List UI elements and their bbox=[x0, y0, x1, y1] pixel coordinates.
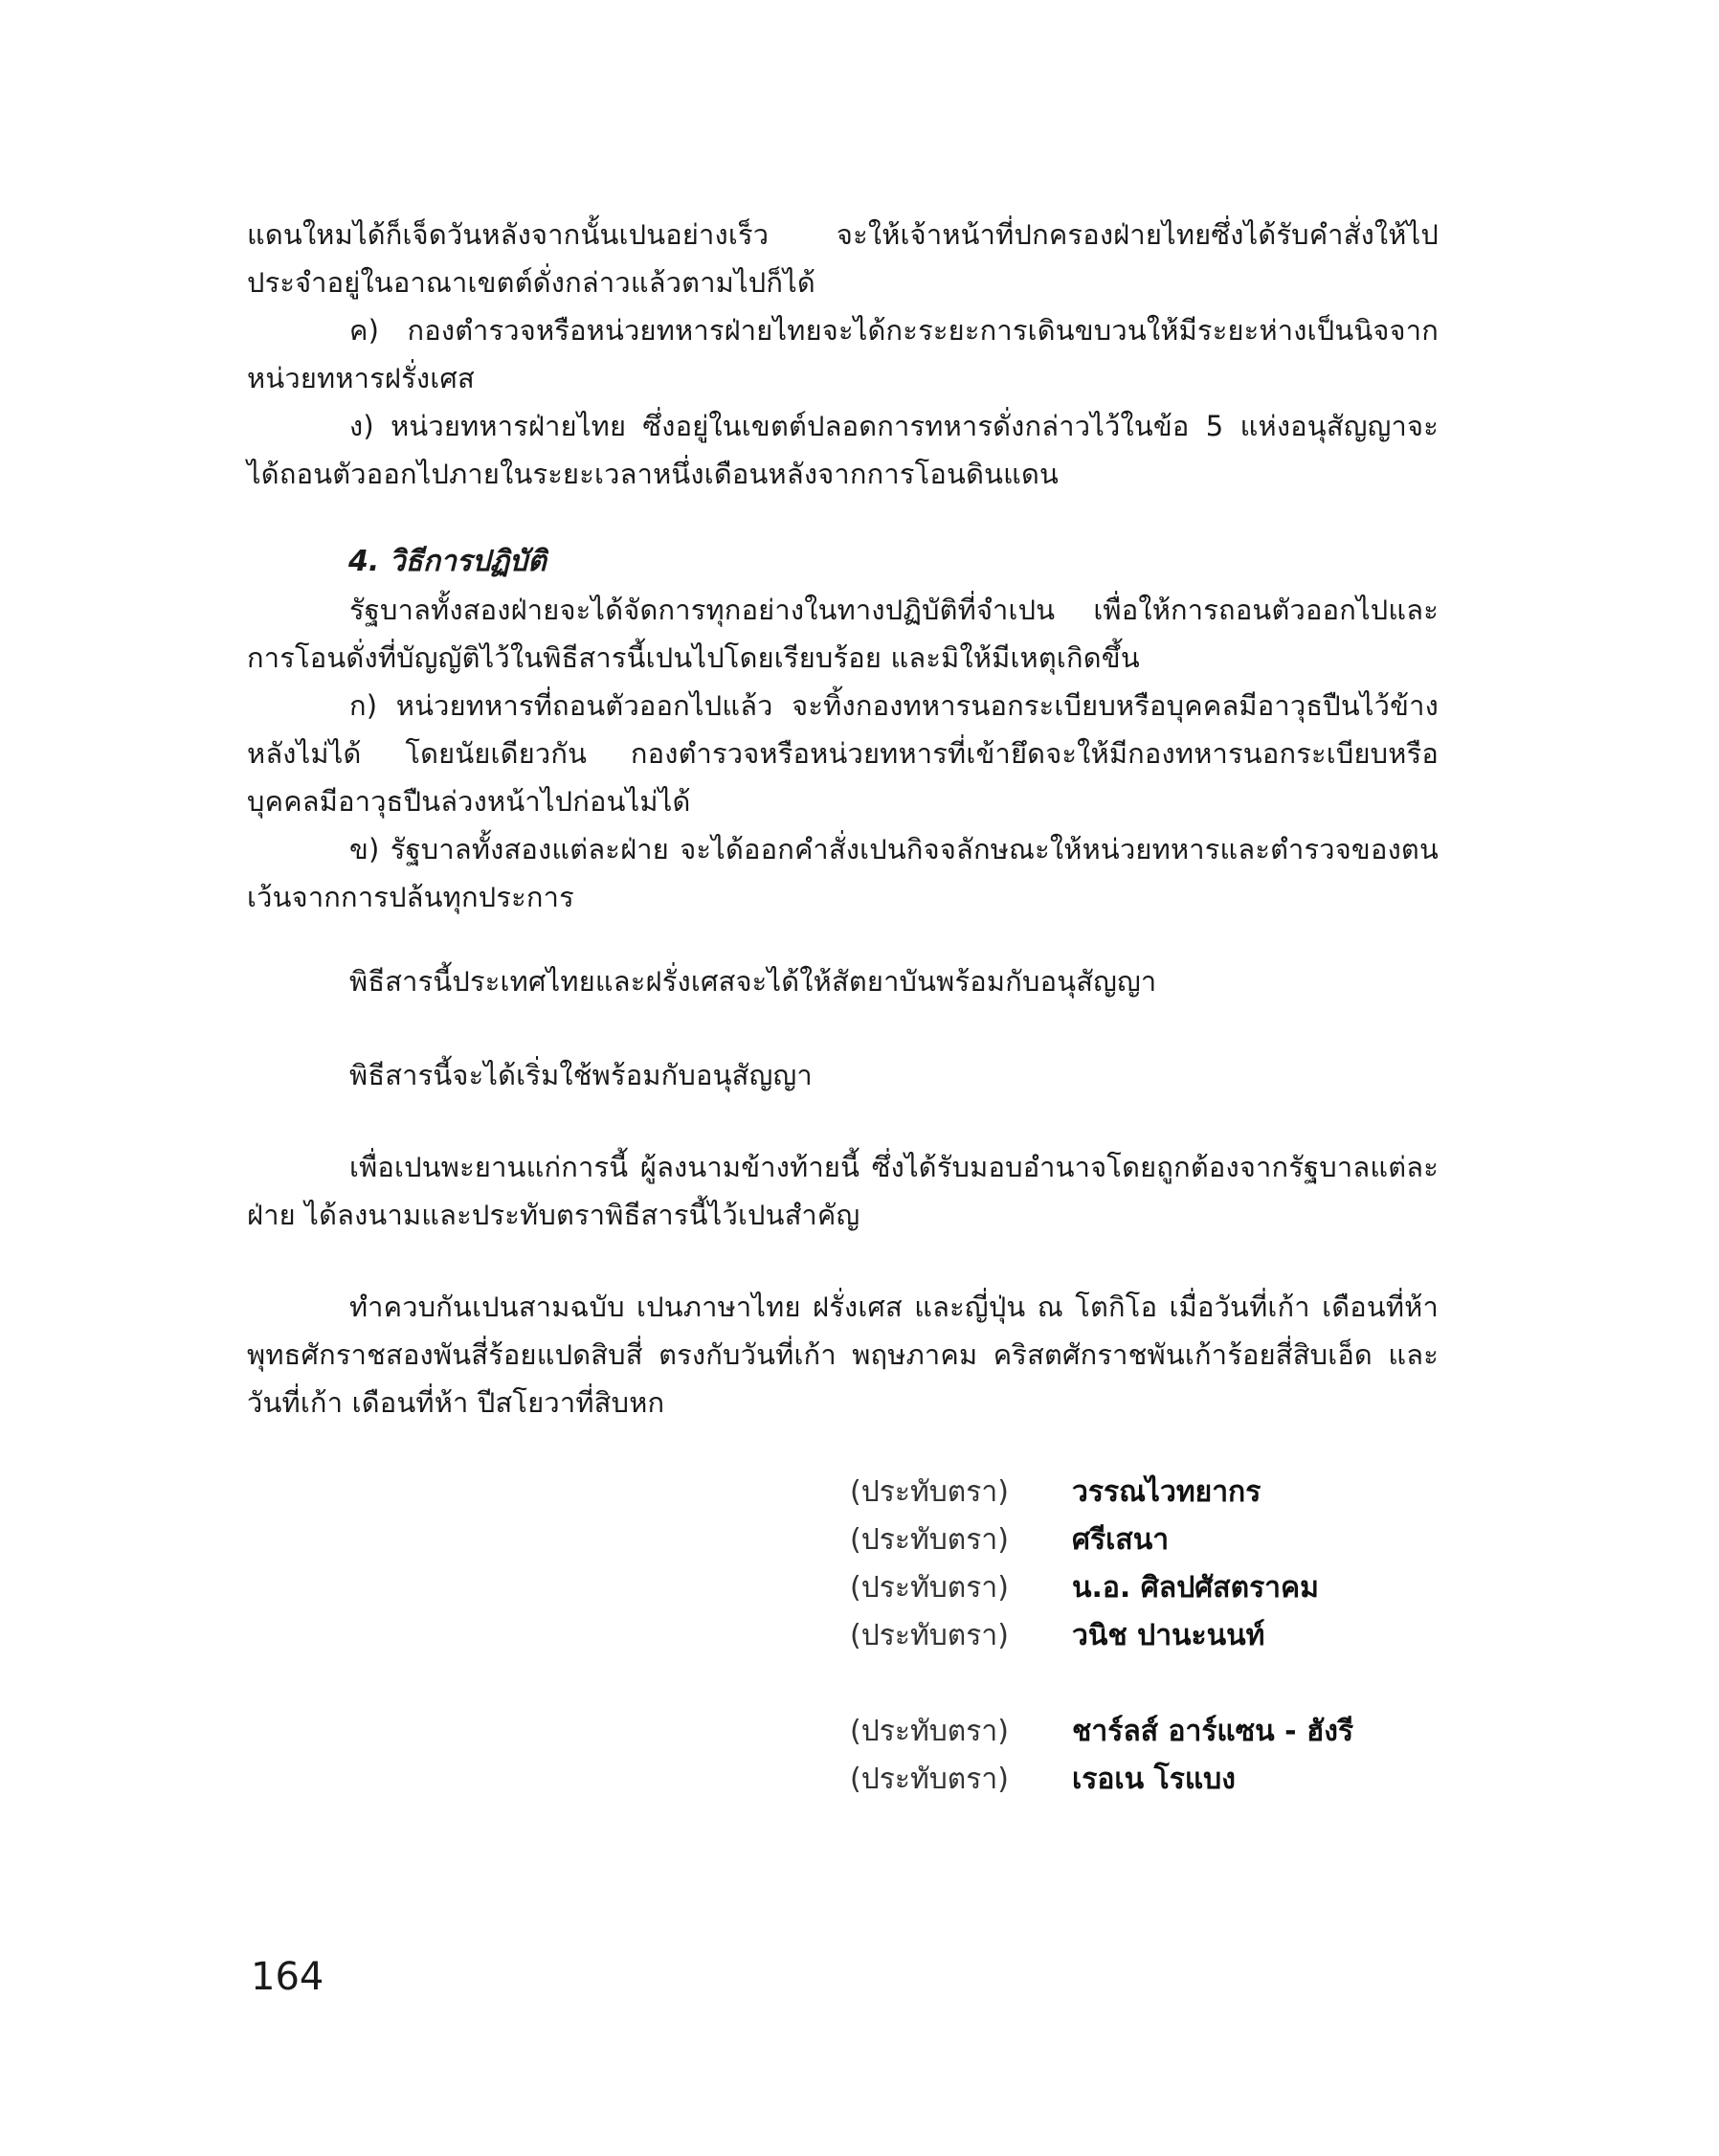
signature-row bbox=[850, 1469, 1443, 1516]
done-at-paragraph-block bbox=[247, 1283, 1439, 1426]
entry-into-force-paragraph-block bbox=[247, 1051, 1439, 1099]
seal-label: (ประทับตรา) bbox=[850, 1763, 1009, 1796]
witness-paragraph-block bbox=[247, 1143, 1439, 1239]
seal-label: (ประทับตรา) bbox=[850, 1715, 1009, 1748]
paragraph-continuation: แดนใหมได้ก็เจ็ดวันหลังจากนั้นเปนอย่างเร็ว จะให้เจ้าหน้าที่ปกครองฝ่ายไทยซึ่งได้รับคำสั่งให้ไปประจำอยู่ในอาณาเขตต์ดั่งกล่าวแล้วตามไปก็ได้ bbox=[247, 218, 1439, 299]
signature-row bbox=[850, 1756, 1443, 1804]
paragraph-item-ngo: ง) หน่วยทหารฝ่ายไทย ซึ่งอยู่ในเขตต์ปลอดการทหารดั่งกล่าวไว้ในข้อ 5 แห่งอนุสัญญาจะได้ถอนตัวออกไปภายในระยะเวลาหนึ่งเดือนหลังจากการโอนดินแดน bbox=[247, 410, 1439, 490]
signatory-name: ศรีเสนา bbox=[1072, 1523, 1170, 1557]
section-heading: 4. วิธีการปฏิบัติ bbox=[348, 545, 547, 578]
paragraph-section-intro: รัฐบาลทั้งสองฝ่ายจะได้จัดการทุกอย่างในทางปฏิบัติที่จำเปน เพื่อให้การถอนตัวออกไปและการโอนดั่งที่บัญญัติไว้ในพิธีสารนี้เปนไปโดยเรียบร้อย และมิให้มีเหตุเกิดขึ้น bbox=[247, 594, 1439, 674]
signature-row bbox=[850, 1708, 1443, 1756]
seal-label: (ประทับตรา) bbox=[850, 1475, 1009, 1509]
paragraph-ratification: พิธีสารนี้ประเทศไทยและฝรั่งเศสจะได้ให้สัตยาบันพร้อมกับอนุสัญญา bbox=[349, 965, 1157, 998]
seal-label: (ประทับตรา) bbox=[850, 1571, 1009, 1605]
signature-row bbox=[850, 1564, 1443, 1612]
seal-label: (ประทับตรา) bbox=[850, 1523, 1009, 1557]
paragraph-witness: เพื่อเปนพะยานแก่การนี้ ผู้ลงนามข้างท้ายนี้ ซึ่งได้รับมอบอำนาจโดยถูกต้องจากรัฐบาลแต่ละฝ่าย ได้ลงนามและประทับตราพิธีสารนี้ไว้เปนสำคัญ bbox=[247, 1151, 1439, 1231]
signatory-name: วรรณไวทยากร bbox=[1072, 1475, 1261, 1509]
paragraph-item-ko: ก) หน่วยทหารที่ถอนตัวออกไปแล้ว จะทิ้งกองทหารนอกระเบียบหรือบุคคลมีอาวุธปืนไว้ข้างหลังไม่ได้ โดยนัยเดียวกัน กองตำรวจหรือหน่วยทหารที่เข้ายึดจะให้มีกองทหารนอกระเบียบหรือบุคคลมีอาวุธปืนล่วงหน้าไปก่อนไม่ได้ bbox=[247, 689, 1439, 818]
signature-block bbox=[850, 1469, 1443, 1804]
signature-row bbox=[850, 1612, 1443, 1660]
paragraph-entry-into-force: พิธีสารนี้จะได้เริ่มใช้พร้อมกับอนุสัญญา bbox=[349, 1059, 813, 1091]
signature-row bbox=[850, 1516, 1443, 1564]
signatory-name: ชาร์ลส์ อาร์แซน - ฮังรี bbox=[1072, 1715, 1354, 1748]
page-number: 164 bbox=[251, 1955, 324, 1999]
section-paragraphs bbox=[247, 586, 1439, 921]
seal-label: (ประทับตรา) bbox=[850, 1619, 1009, 1652]
signatory-name: วนิช ปานะนนท์ bbox=[1072, 1619, 1265, 1652]
paragraph-item-kho: ค) กองตำรวจหรือหน่วยทหารฝ่ายไทยจะได้กะระยะการเดินขบวนให้มีระยะห่างเป็นนิจจากหน่วยทหารฝรั่งเศส bbox=[247, 314, 1439, 394]
signatory-name: เรอเน โรแบง bbox=[1072, 1763, 1236, 1796]
paragraph-item-kho-2: ข) รัฐบาลทั้งสองแต่ละฝ่าย จะได้ออกคำสั่งเปนกิจจลักษณะให้หน่วยทหารและตำรวจของตนเว้นจากการปล้นทุกประการ bbox=[247, 833, 1439, 913]
paragraph-done-at: ทำควบกันเปนสามฉบับ เปนภาษาไทย ฝรั่งเศส และญี่ปุ่น ณ โตกิโอ เมื่อวันที่เก้า เดือนที่ห้า พุทธศักราชสองพันสี่ร้อยแปดสิบสี่ ตรงกับวันที่เก้า พฤษภาคม คริสตศักราชพันเก้าร้อยสี่สิบเอ็ด และวันที่เก้า เดือนที่ห้า ปีสโยวาที่สิบหก bbox=[247, 1291, 1439, 1419]
top-paragraphs bbox=[247, 211, 1439, 498]
signatory-name: น.อ. ศิลปศัสตราคม bbox=[1072, 1571, 1319, 1605]
ratification-paragraph-block bbox=[247, 957, 1439, 1005]
